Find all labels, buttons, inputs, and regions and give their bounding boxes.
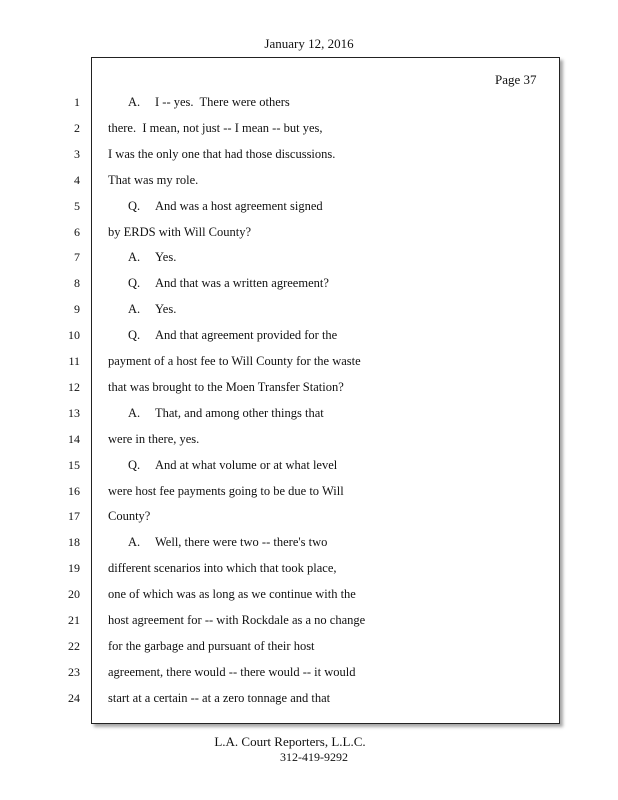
line-text: for the garbage and pursuant of their host xyxy=(108,638,315,653)
line-text: payment of a host fee to Will County for the waste xyxy=(108,354,361,368)
line-text: that was brought to the Moen Transfer Station? xyxy=(108,379,344,394)
transcript-line xyxy=(108,639,315,654)
line-number: 18 xyxy=(68,535,80,550)
transcript-line xyxy=(108,509,150,524)
line-text: And that agreement provided for the xyxy=(155,328,338,343)
line-text: Well, there were two -- there's two xyxy=(155,535,328,550)
speaker-label: A. xyxy=(128,302,141,317)
line-text: Yes. xyxy=(155,250,177,265)
line-number: 10 xyxy=(68,328,80,343)
transcript-line xyxy=(128,328,337,343)
speaker-label: Q. xyxy=(128,198,141,213)
line-number: 11 xyxy=(68,354,80,368)
line-number: 17 xyxy=(68,509,80,524)
line-text: I was the only one that had those discussions. xyxy=(108,146,336,161)
line-text: I -- yes. There were others xyxy=(155,95,290,109)
line-text: Yes. xyxy=(155,302,177,317)
line-number: 8 xyxy=(74,276,80,291)
speaker-label: Q. xyxy=(128,276,141,291)
footer-company: L.A. Court Reporters, L.L.C. xyxy=(214,734,366,749)
line-text: host agreement for -- with Rockdale as a no change xyxy=(108,613,366,627)
line-number: 15 xyxy=(68,457,80,472)
transcript-line xyxy=(128,406,324,421)
transcript-line xyxy=(108,561,337,576)
transcript-line xyxy=(108,587,356,602)
transcript-line xyxy=(108,691,330,706)
transcript-line xyxy=(128,535,327,550)
speaker-label: A. xyxy=(128,535,141,550)
line-text: one of which was as long as we continue with the xyxy=(108,587,356,602)
line-number: 9 xyxy=(74,302,80,317)
footer-phone: 312-419-9292 xyxy=(280,750,348,764)
line-text: start at a certain -- at a zero tonnage and that xyxy=(108,690,331,705)
transcript-line xyxy=(108,613,365,628)
transcript-line xyxy=(108,484,344,499)
line-number: 6 xyxy=(74,224,80,239)
transcript-line xyxy=(128,199,323,214)
transcript-line xyxy=(108,432,199,447)
line-number: 14 xyxy=(68,431,80,446)
transcript-line xyxy=(128,458,337,473)
line-number: 23 xyxy=(68,664,80,679)
transcript-line xyxy=(108,225,251,240)
line-number: 13 xyxy=(68,405,80,420)
line-text: were host fee payments going to be due to Will xyxy=(108,483,344,498)
line-number: 20 xyxy=(68,587,80,602)
line-text: County? xyxy=(108,509,151,524)
line-text: were in there, yes. xyxy=(108,431,200,446)
line-text: there. I mean, not just -- I mean -- but yes, xyxy=(108,120,323,135)
transcript-date: January 12, 2016 xyxy=(264,36,354,51)
line-number: 16 xyxy=(68,483,80,498)
line-number: 21 xyxy=(68,613,80,627)
speaker-label: Q. xyxy=(128,457,141,472)
line-number: 4 xyxy=(74,172,80,187)
transcript-line xyxy=(108,665,356,680)
line-number: 22 xyxy=(68,638,80,653)
line-text: That, and among other things that xyxy=(155,405,324,420)
transcript-line xyxy=(108,147,335,162)
transcript-line xyxy=(128,276,329,291)
line-number: 2 xyxy=(74,120,80,135)
transcript-line xyxy=(128,302,176,317)
transcript-line xyxy=(108,121,323,136)
transcript-line xyxy=(108,380,344,395)
line-number: 3 xyxy=(74,146,80,161)
line-text: And at what volume or at what level xyxy=(155,457,338,472)
line-number: 12 xyxy=(68,379,80,394)
line-number: 19 xyxy=(68,561,80,576)
line-text: That was my role. xyxy=(108,172,199,187)
line-text: And that was a written agreement? xyxy=(155,276,329,291)
line-number: 1 xyxy=(74,95,80,109)
transcript-line xyxy=(108,354,361,369)
transcript-line xyxy=(128,95,290,110)
speaker-label: A. xyxy=(128,250,141,265)
line-number: 5 xyxy=(74,198,80,213)
page-number: Page 37 xyxy=(495,72,537,87)
speaker-label: A. xyxy=(128,405,141,420)
transcript-line xyxy=(108,173,198,188)
line-text: agreement, there would -- there would -- it would xyxy=(108,664,356,679)
speaker-label: A. xyxy=(128,95,141,109)
line-number: 24 xyxy=(68,690,80,705)
line-text: And was a host agreement signed xyxy=(155,198,323,213)
speaker-label: Q. xyxy=(128,328,141,343)
transcript-line xyxy=(128,250,176,265)
line-text: different scenarios into which that took place, xyxy=(108,561,337,576)
line-number: 7 xyxy=(74,250,80,265)
line-text: by ERDS with Will County? xyxy=(108,224,252,239)
